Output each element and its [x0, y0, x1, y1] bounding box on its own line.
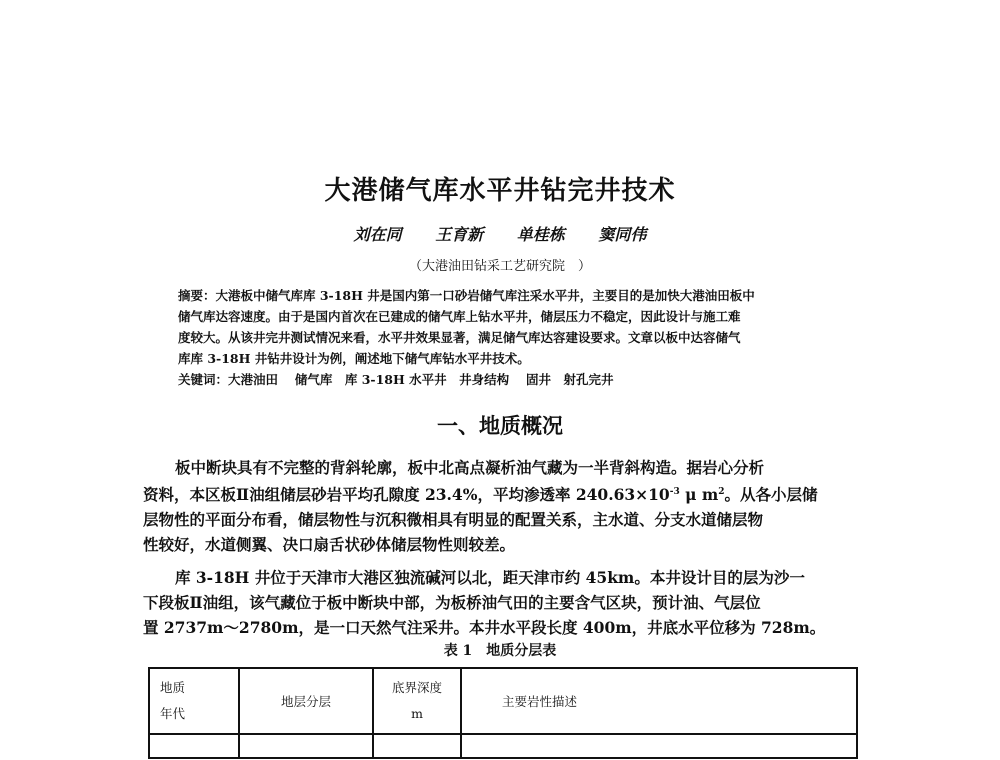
header-cell [149, 668, 239, 734]
table-row [149, 734, 857, 758]
header-text: m [411, 706, 423, 721]
abstract-line: 度较大。从该井完井测试情况来看，水平井效果显著，满足储气库达容建设要求。文章以板中达容储气 [178, 330, 741, 345]
table-header-row [149, 668, 857, 734]
paragraph-line [143, 480, 868, 507]
paragraph-line: 层物性的平面分布看，储层物性与沉积微相具有明显的配置关系，主水道、分支水道储层物 [143, 510, 764, 530]
text-run: 。从各小层储 [724, 485, 818, 505]
author-name: 刘在同 [353, 225, 402, 244]
paragraph [143, 565, 868, 640]
geology-table [148, 667, 858, 759]
author-name: 王育新 [435, 225, 484, 244]
paragraph [143, 455, 868, 557]
header-cell: 地层分层 [239, 668, 373, 734]
keywords-line: 关键词：大港油田 储气库 库 3-18H 水平井 井身结构 固井 射孔完井 [178, 372, 614, 387]
paper-title: 大港储气库水平井钻完井技术 [324, 176, 676, 206]
author-list [0, 222, 1000, 245]
text-run: 资料，本区板Ⅱ油组储层砂岩平均孔隙度 23.4%，平均渗透率 240.63×10 [143, 485, 670, 505]
affiliation: （大港油田钻采工艺研究院 ） [408, 259, 591, 274]
header-cell: 主要岩性描述 [461, 668, 857, 734]
section-heading: 一、地质概况 [437, 414, 563, 438]
abstract-line: 库库 3-18H 井钻井设计为例，阐述地下储气库钻水平井技术。 [178, 351, 530, 366]
paragraph-line: 库 3-18H 井位于天津市大港区独流碱河以北，距天津市约 45km。本井设计目的层为沙一 [175, 568, 805, 588]
table-cell [461, 734, 857, 758]
abstract-line: 储气库达容速度。由于是国内首次在已建成的储气库上钻水平井，储层压力不稳定，因此设计与施工难 [178, 309, 741, 324]
table-caption: 表 1 地质分层表 [443, 643, 557, 659]
author-name: 窦同伟 [598, 225, 647, 244]
table-cell [239, 734, 373, 758]
superscript: -3 [669, 487, 680, 497]
abstract-line: 摘要：大港板中储气库库 3-18H 井是国内第一口砂岩储气库注采水平井，主要目的是加快大港油田板中 [178, 288, 755, 303]
text-run: μ m [679, 485, 719, 505]
author-name: 单桂栋 [516, 225, 565, 244]
paragraph-line: 板中断块具有不完整的背斜轮廓，板中北高点凝析油气藏为一半背斜构造。据岩心分析 [175, 458, 765, 477]
paragraph-line: 性较好，水道侧翼、决口扇舌状砂体储层物性则较差。 [143, 535, 516, 555]
body-text [143, 455, 868, 648]
header-cell [373, 668, 461, 734]
header-text: 地质 [160, 680, 186, 695]
paragraph-line: 下段板Ⅱ油组，该气藏位于板中断块中部，为板桥油气田的主要含气区块，预计油、气层位 [143, 593, 761, 613]
table-cell [373, 734, 461, 758]
paragraph-line: 置 2737m～2780m，是一口天然气注采井。本井水平段长度 400m，井底水平位移为 728m。 [143, 618, 826, 638]
abstract-block [178, 285, 868, 390]
header-text: 年代 [160, 706, 186, 721]
header-text: 底界深度 [391, 680, 442, 695]
table-cell [149, 734, 239, 758]
superscript: 2 [718, 487, 725, 497]
